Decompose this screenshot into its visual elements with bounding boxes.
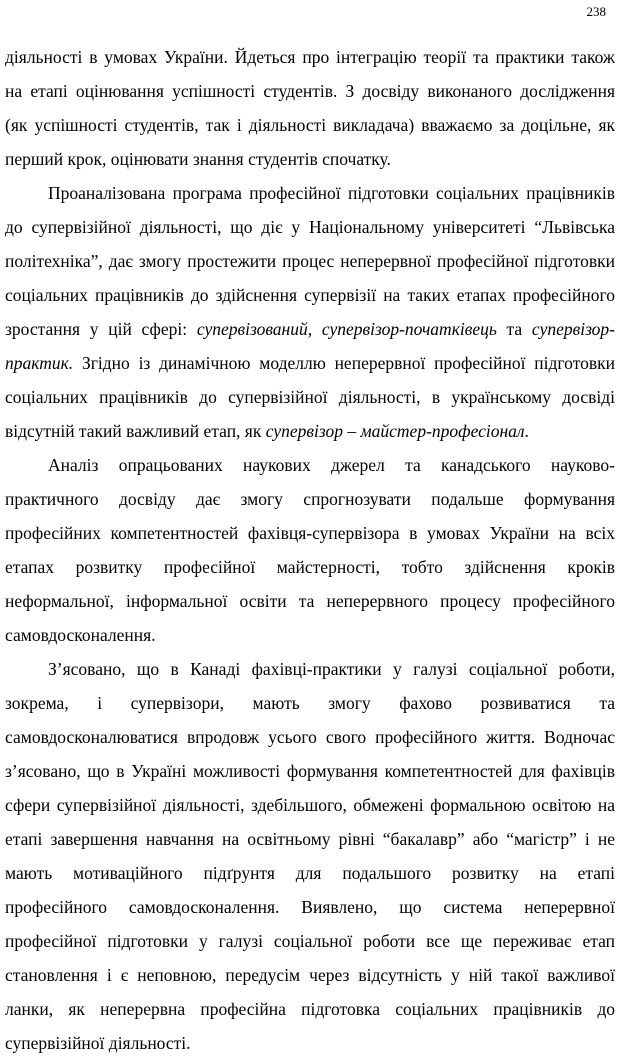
paragraph-1 xyxy=(5,40,615,176)
text-line: соціальних працівників до здійснення супервізії на таких етапах професійного xyxy=(5,285,615,305)
paragraph-3 xyxy=(5,448,615,652)
text-line: самовдосконалюватися впродовж усього свого професійного життя. Водночас xyxy=(5,727,615,747)
text-span: зростання у цій сфері: xyxy=(5,319,197,339)
text-line: Аналіз опрацьованих наукових джерел та канадського науково- xyxy=(48,455,615,475)
text-span: відсутній такий важливий етап, як xyxy=(5,421,266,441)
text-line: професійної підготовки у галузі соціальної роботи все ще переживає етап xyxy=(5,931,615,951)
text-line: політехніка”, дає змогу простежити процес неперервної професійної підготовки xyxy=(5,251,615,271)
text-span: Згідно із динамічною моделлю неперервної професійної підготовки xyxy=(73,353,615,373)
italic-term: практик. xyxy=(5,353,74,373)
text-line: Проаналізована програма професійної підготовки соціальних працівників xyxy=(48,183,615,203)
text-line: (як успішності студентів, так і діяльності викладача) вважаємо за доцільне, як xyxy=(5,115,615,135)
italic-term: супервізор- xyxy=(531,319,615,339)
text-line xyxy=(5,312,615,346)
paragraph-2 xyxy=(5,176,615,448)
text-line: З’ясовано, що в Канаді фахівці-практики у галузі соціальної роботи, xyxy=(48,659,615,679)
text-line: соціальних працівників до супервізійної діяльності, в українському досвіді xyxy=(5,387,615,407)
text-span: та xyxy=(496,319,532,339)
text-line: з’ясовано, що в Україні можливості формування компетентностей для фахівців xyxy=(5,761,615,781)
text-line: сфери супервізійної діяльності, здебільшого, обмежені формальною освітою на xyxy=(5,795,615,815)
text-line xyxy=(5,346,615,380)
page-number: 238 xyxy=(586,4,606,19)
text-line: мають мотиваційного підґрунтя для подальшого розвитку на етапі xyxy=(5,863,615,883)
text-line: практичного досвіду дає змогу спрогнозувати подальше формування xyxy=(5,489,615,509)
document-body xyxy=(5,40,615,1060)
text-line: професійних компетентностей фахівця-супервізора в умовах України на всіх xyxy=(5,523,615,543)
paragraph-4 xyxy=(5,652,615,1060)
italic-term: супервізор – майстер-професіонал xyxy=(265,421,525,441)
italic-term: супервізований, супервізор-початківець xyxy=(196,319,497,339)
text-line: на етапі оцінювання успішності студентів. З досвіду виконаного дослідження xyxy=(5,81,615,101)
text-line: професійного самовдосконалення. Виявлено, що система неперервної xyxy=(5,897,615,917)
text-line: становлення і є неповною, передусім через відсутність у ній такої важливої xyxy=(5,965,615,985)
text-line: до супервізійної діяльності, що діє у Національному університеті “Львівська xyxy=(5,217,615,237)
text-line: супервізійної діяльності. xyxy=(5,1033,191,1053)
text-line: перший крок, оцінювати знання студентів спочатку. xyxy=(5,149,391,169)
text-line: зокрема, і супервізори, мають змогу фахово розвиватися та xyxy=(5,693,615,713)
text-line: неформальної, інформальної освіти та неперервного процесу професійного xyxy=(5,591,615,611)
text-line: самовдосконалення. xyxy=(5,625,156,645)
text-line: ланки, як неперервна професійна підготовка соціальних працівників до xyxy=(5,999,615,1019)
text-line: діяльності в умовах України. Йдеться про інтеграцію теорії та практики також xyxy=(5,47,615,67)
text-span: . xyxy=(524,421,529,441)
text-line: етапі завершення навчання на освітньому рівні “бакалавр” або “магістр” і не xyxy=(5,829,615,849)
text-line xyxy=(5,414,615,448)
text-line: етапах розвитку професійної майстерності, тобто здійснення кроків xyxy=(5,557,615,577)
